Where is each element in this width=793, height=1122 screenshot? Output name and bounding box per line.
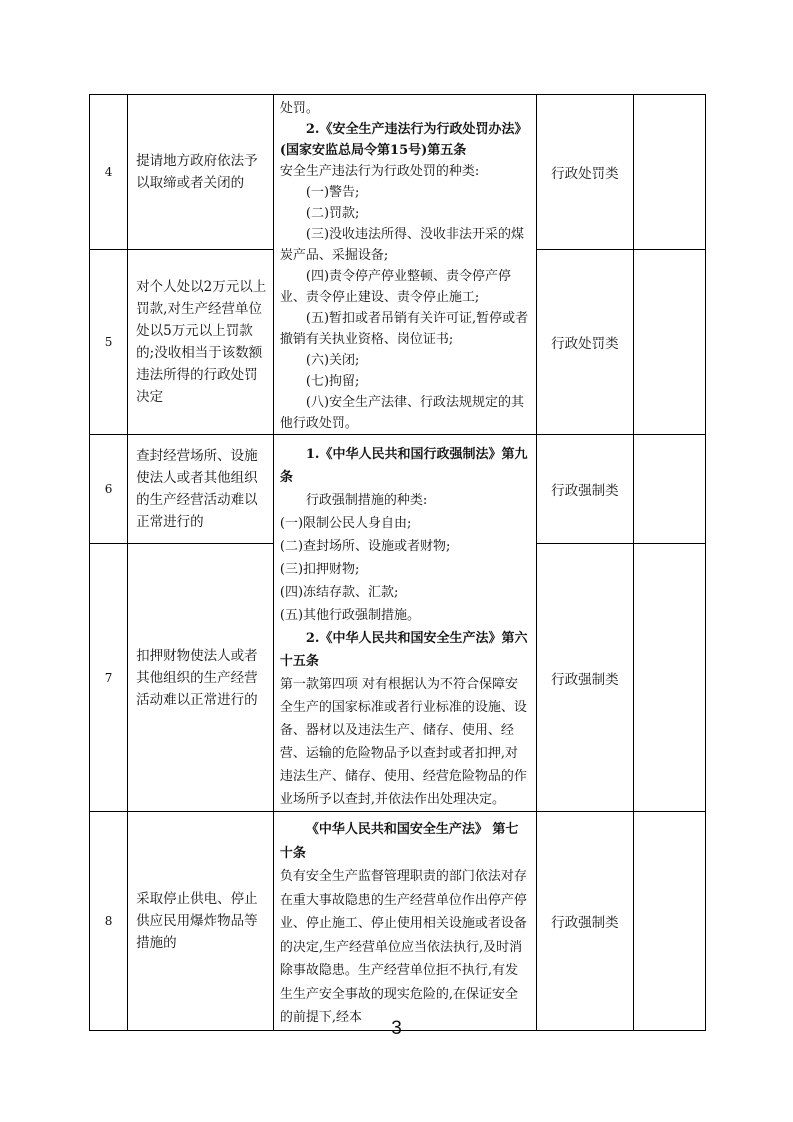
- law-basis-table: [89, 94, 706, 1031]
- item-text: 查封经营场所、设施使法人或者其他组织的生产经营活动难以正常进行的: [128, 435, 274, 544]
- basis-list-item: (一)警告;: [305, 185, 360, 200]
- page-number: 3: [391, 1018, 402, 1039]
- legal-basis-cell: [273, 435, 536, 812]
- remarks-cell: [633, 435, 705, 544]
- legal-basis-cell: [273, 95, 536, 435]
- item-text: 提请地方政府依法予以取缔或者关闭的: [128, 95, 274, 250]
- category-label: 行政强制类: [537, 435, 633, 544]
- basis-list-item: (三)没收违法所得、没收非法开采的煤炭产品、采掘设备;: [279, 227, 525, 263]
- basis-text: 第一款第四项 对有根据认为不符合保障安全生产的国家标准或者行业标准的设施、设备、器材以及违法生产、储存、使用、经营、运输的危险物品予以查封或者扣押,对违法生产、储存、使用、经营危险物品的作业场所予以查封,并依法作出处理决定。: [279, 677, 527, 807]
- item-text: 采取停止供电、停止供应民用爆炸物品等措施的: [128, 812, 274, 1031]
- basis-intro: 行政强制措施的种类:: [305, 493, 428, 508]
- item-text: 扣押财物使法人或者其他组织的生产经营活动难以正常进行的: [128, 544, 274, 812]
- basis-title: 2.《中华人民共和国安全生产法》第六十五条: [279, 631, 528, 669]
- basis-title: 2.《安全生产违法行为行政处罚办法》(国家安监总局令第15号)第五条: [279, 122, 528, 158]
- basis-list-item: (七)拘留;: [305, 374, 360, 389]
- row-number: 4: [90, 95, 128, 250]
- item-text: 对个人处以2万元以上罚款,对生产经营单位处以5万元以上罚款的;没收相当于该数额违法所得的行政处罚决定: [128, 249, 274, 434]
- basis-title: 1.《中华人民共和国行政强制法》第九条: [279, 447, 528, 485]
- legal-basis-cell: [273, 812, 536, 1031]
- basis-list-item: (五)暂扣或者吊销有关许可证,暂停或者撤销有关执业资格、岗位证书;: [279, 311, 529, 347]
- basis-list-item: (八)安全生产法律、行政法规规定的其他行政处罚。: [279, 395, 525, 431]
- basis-text: 负有安全生产监督管理职责的部门依法对存在重大事故隐患的生产经营单位作出停产停业、停止施工、停止使用相关设施或者设备的决定,生产经营单位应当依法执行,及时消除事故隐患。生产经营单位拒不执行,有发生生产安全事故的现实危险的,在保证安全的前提下,经本: [279, 869, 527, 1025]
- basis-list-item: (四)责令停产停业整顿、责令停产停业、责令停止建设、责令停止施工;: [279, 269, 512, 305]
- basis-lead: 处罚。: [279, 101, 319, 116]
- row-number: 7: [90, 544, 128, 812]
- basis-list-item: (二)罚款;: [305, 206, 360, 221]
- basis-title: 《中华人民共和国安全生产法》 第七十条: [279, 822, 519, 861]
- category-label: 行政强制类: [537, 544, 633, 812]
- basis-list-item: (五)其他行政强制措施。: [279, 608, 421, 623]
- basis-list-item: (二)查封场所、设施或者财物;: [279, 539, 451, 554]
- basis-list-item: (四)冻结存款、汇款;: [279, 585, 399, 600]
- row-number: 5: [90, 249, 128, 434]
- table-row: [90, 812, 706, 1031]
- remarks-cell: [633, 249, 705, 434]
- basis-list-item: (一)限制公民人身自由;: [279, 516, 412, 531]
- table-row: [90, 435, 706, 544]
- remarks-cell: [633, 812, 705, 1031]
- category-label: 行政处罚类: [537, 249, 633, 434]
- basis-list-item: (三)扣押财物;: [279, 562, 360, 577]
- basis-list-item: (六)关闭;: [305, 353, 360, 368]
- category-label: 行政处罚类: [537, 95, 633, 250]
- remarks-cell: [633, 95, 705, 250]
- row-number: 8: [90, 812, 128, 1031]
- row-number: 6: [90, 435, 128, 544]
- category-label: 行政强制类: [537, 812, 633, 1031]
- table-row: [90, 95, 706, 250]
- remarks-cell: [633, 544, 705, 812]
- basis-intro: 安全生产违法行为行政处罚的种类:: [279, 164, 480, 179]
